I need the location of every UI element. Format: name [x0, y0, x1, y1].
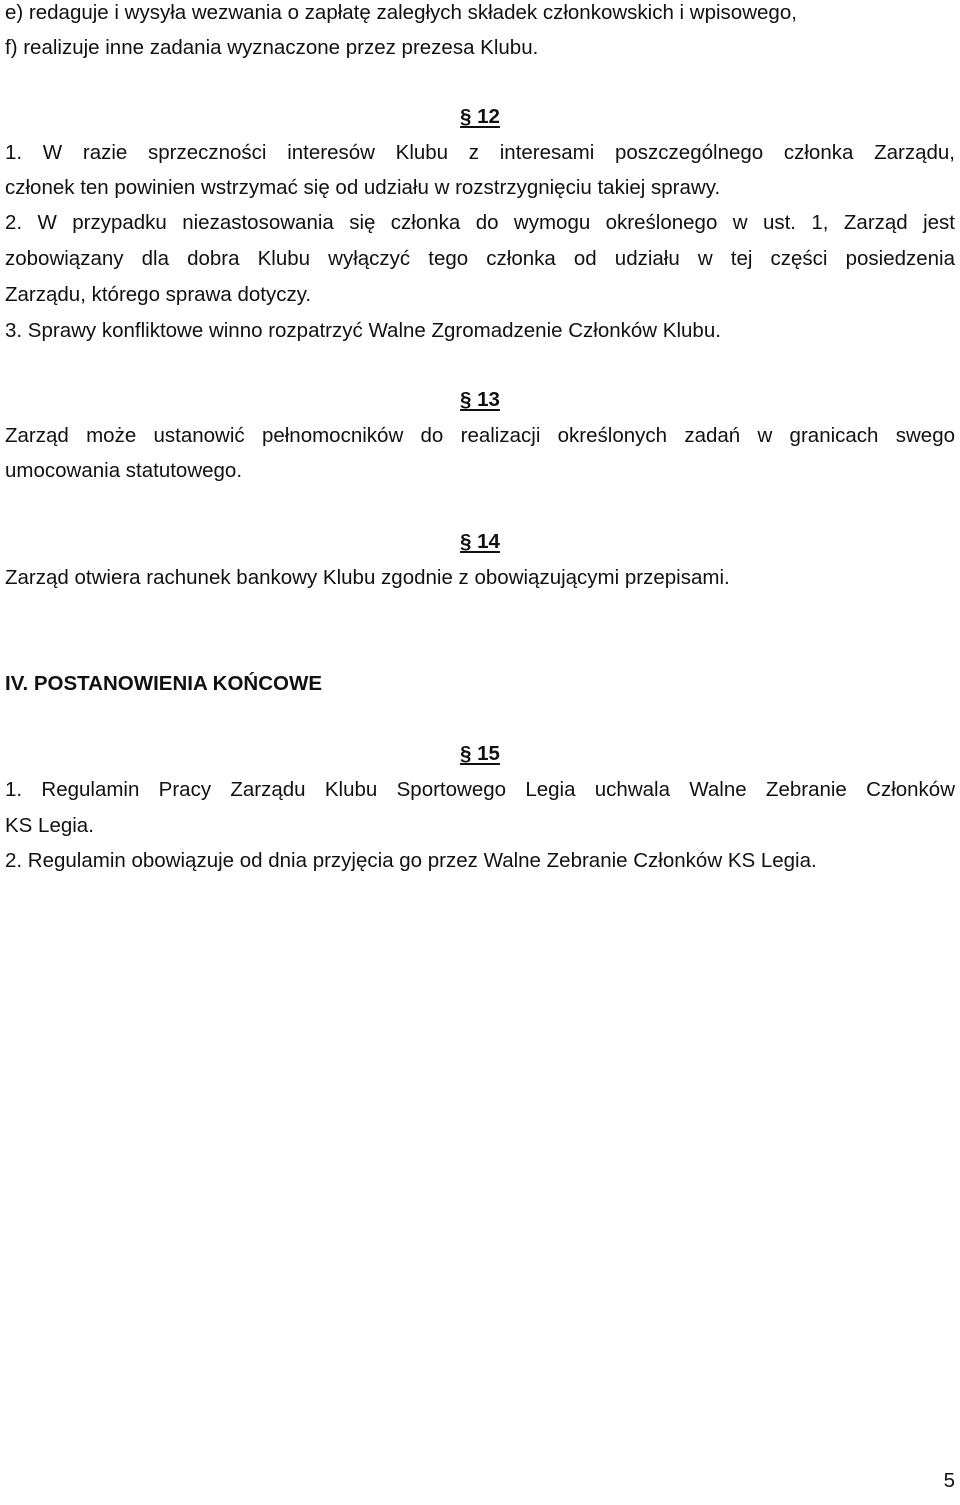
section-heading-12-text: § 12 — [460, 105, 500, 128]
paragraph-12-2-line-2: zobowiązany dla dobra Klubu wyłączyć tego członka od udziału w tej części posiedzenia — [5, 247, 955, 270]
paragraph-12-2-line-3: Zarządu, którego sprawa dotyczy. — [5, 283, 312, 306]
paragraph-12-2-line-1: 2. W przypadku niezastosowania się członka do wymogu określonego w ust. 1, Zarząd jest — [5, 211, 955, 234]
section-heading-12 — [5, 104, 955, 130]
list-item-f: f) realizuje inne zadania wyznaczone przez prezesa Klubu. — [5, 36, 539, 59]
paragraph-13-line-1: Zarząd może ustanowić pełnomocników do realizacji określonych zadań w granicach swego — [5, 424, 955, 447]
paragraph-12-1-line-2: członek ten powinien wstrzymać się od udziału w rozstrzygnięciu takiej sprawy. — [5, 176, 721, 199]
section-heading-14-text: § 14 — [460, 530, 500, 553]
paragraph-14-line-1: Zarząd otwiera rachunek bankowy Klubu zgodnie z obowiązującymi przepisami. — [5, 566, 730, 589]
section-heading-14 — [5, 529, 955, 555]
paragraph-13-line-2: umocowania statutowego. — [5, 459, 243, 482]
paragraph-15-1-line-1: 1. Regulamin Pracy Zarządu Klubu Sportowego Legia uchwala Walne Zebranie Członków — [5, 778, 955, 801]
part-title-iv: IV. POSTANOWIENIA KOŃCOWE — [5, 672, 323, 695]
paragraph-12-3-line-1: 3. Sprawy konfliktowe winno rozpatrzyć Walne Zgromadzenie Członków Klubu. — [5, 319, 721, 342]
paragraph-15-2-line-1: 2. Regulamin obowiązuje od dnia przyjęcia go przez Walne Zebranie Członków KS Legia. — [5, 849, 817, 872]
section-heading-15-text: § 15 — [460, 742, 500, 765]
section-heading-13 — [5, 387, 955, 413]
section-heading-15 — [5, 741, 955, 767]
paragraph-15-1-line-2: KS Legia. — [5, 814, 94, 837]
section-heading-13-text: § 13 — [460, 388, 500, 411]
paragraph-12-1-line-1: 1. W razie sprzeczności interesów Klubu z interesami poszczególnego członka Zarządu, — [5, 141, 955, 164]
page-number: 5 — [943, 1469, 955, 1492]
list-item-e: e) redaguje i wysyła wezwania o zapłatę zaległych składek członkowskich i wpisowego, — [5, 1, 797, 24]
